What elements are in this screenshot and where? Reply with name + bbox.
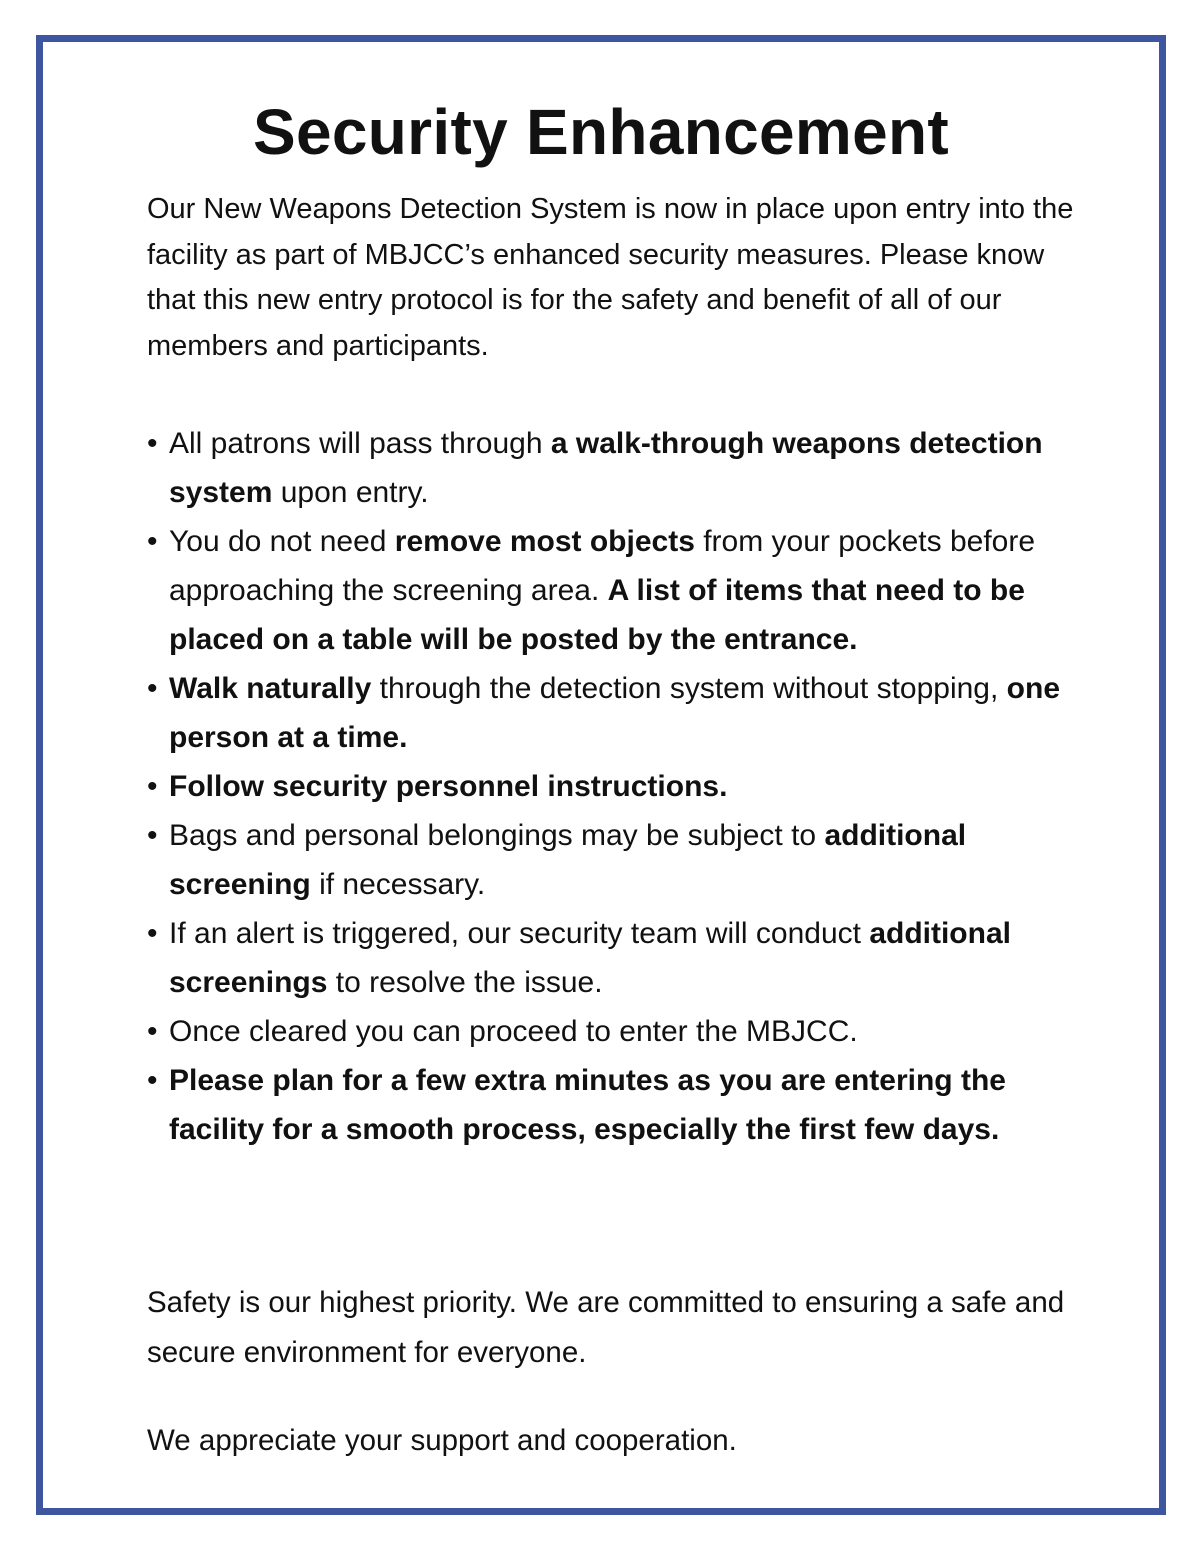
closing-paragraph: Safety is our highest priority. We are committed to ensuring a safe and secure environment for everyone. xyxy=(147,1286,1065,1369)
bullet-follow-instructions: • Follow security personnel instructions. xyxy=(147,762,1077,811)
bullet-once-cleared: • Once cleared you can proceed to enter the MBJCC. xyxy=(147,1007,1077,1056)
notice-title: Security Enhancement xyxy=(253,96,949,168)
bullet-bag-screening: • Bags and personal belongings may be subject to additional screening if necessary. xyxy=(147,811,1077,909)
bullet-pocket-objects: • You do not need remove most objects from your pockets before approaching the screening area. A list of items that need to be placed on a table will be posted by the entrance. xyxy=(147,517,1077,664)
bullet-walk-naturally: • Walk naturally through the detection system without stopping, one person at a time. xyxy=(147,664,1077,762)
bullet-walk-through-detection: • All patrons will pass through a walk-through weapons detection system upon entry. xyxy=(147,419,1077,517)
thanks-line: We appreciate your support and cooperation. xyxy=(147,1424,737,1457)
bullet-alert-triggered: • If an alert is triggered, our security team will conduct additional screenings to resolve the issue. xyxy=(147,909,1077,1007)
intro-paragraph: Our New Weapons Detection System is now in place upon entry into the facility as part of MBJCC’s enhanced security measures. Please know that this new entry protocol is for the safety and benefit of all of our members and participants. xyxy=(147,193,1074,362)
notice-border-frame xyxy=(36,35,1166,1515)
security-instructions-list xyxy=(147,419,1077,1154)
bullet-plan-extra-minutes: • Please plan for a few extra minutes as you are entering the facility for a smooth process, especially the first few days. xyxy=(147,1056,1077,1154)
